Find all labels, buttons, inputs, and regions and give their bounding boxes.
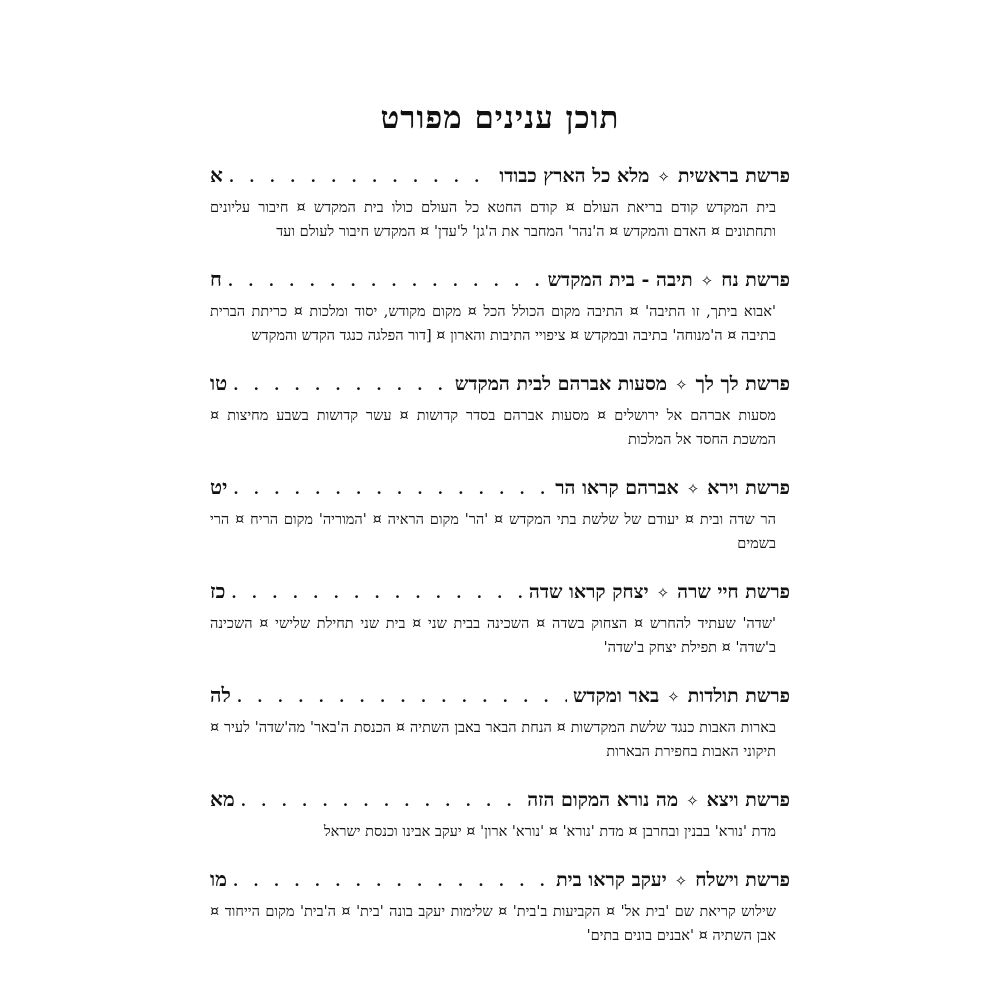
page-title: תוכן ענינים מפורט: [380, 100, 620, 136]
toc-entry-heading: [210, 162, 790, 190]
parasha-name: פרשת תולדות: [687, 685, 790, 707]
toc-entry-heading: [210, 786, 790, 814]
page-number: א: [210, 163, 223, 187]
parasha-name: פרשת וירא: [707, 477, 790, 499]
entry-description: שילוש קריאת שם 'בית אל' ¤ הקביעות ב'בית' ¤ שלימות יעקב בונה 'בית' ¤ ה'בית' מקום הייחוד ¤ אבן השתיה ¤ 'אבנים בונים בתים': [210, 904, 776, 944]
toc-entry-heading: [210, 474, 790, 502]
toc-entry-heading: [210, 682, 790, 710]
toc-entry-chayei-sarah: [210, 578, 790, 660]
topic-title: תיבה - בית המקדש: [547, 269, 693, 291]
star-separator-icon: ✧: [656, 584, 670, 602]
topic-title: מסעות אברהם לבית המקדש: [454, 373, 668, 395]
parasha-name: פרשת ויצא: [706, 789, 790, 811]
star-separator-icon: ✧: [686, 480, 700, 498]
star-separator-icon: ✧: [674, 872, 688, 890]
entry-description: בארות האבות כנגד שלשת המקדשות ¤ הנחת הבאר באבן השתיה ¤ הכנסת ה'באר' מה'שדה' לעיר ¤ תיקוני האבות בחפירת הבארות: [210, 720, 776, 760]
parasha-name: פרשת בראשית: [677, 165, 790, 187]
topic-title: מה נורא המקום הזה: [527, 789, 679, 811]
topic-title: באר ומקדש: [572, 685, 660, 707]
page-number: טו: [210, 371, 228, 395]
toc-entry-heading: [210, 578, 790, 606]
page-number: ח: [210, 267, 222, 291]
toc-entry-bereshit: [210, 162, 790, 244]
toc-entry-lech-lecha: [210, 370, 790, 452]
toc-entry-vayishlach: [210, 866, 790, 948]
toc-entry-vayetze: [210, 786, 790, 844]
toc-entry-heading: [210, 866, 790, 894]
star-separator-icon: ✧: [686, 792, 699, 810]
entry-description: מסעות אברהם אל ירושלים ¤ מסעות אברהם בסדר קדושות ¤ עשר קדושות בשבע מחיצות ¤ המשכת החסד אל המלכות: [210, 408, 776, 448]
entry-description: 'אבוא ביתך, זו התיבה' ¤ התיבה מקום הכולל הכל ¤ מקום מקודש, יסוד ומלכות ¤ כריתת הברית בתיבה ¤ ה'מנוחה' בתיבה ובמקדש ¤ ציפויי התיבות והארון ¤ [דור הפלגה כנגד הקדש והמקדש: [210, 304, 776, 344]
topic-title: אברהם קראו הר: [555, 477, 679, 499]
page-number: כז: [210, 579, 226, 603]
page-number: יט: [210, 475, 228, 499]
topic-title: יצחק קראו שדה: [528, 581, 649, 603]
dot-leader: [241, 788, 522, 814]
page-number: מו: [210, 867, 227, 891]
page-number: מא: [210, 787, 235, 811]
entry-description: בית המקדש קודם בריאת העולם ¤ קודם החטא כל העולם כולו בית המקדש ¤ חיבור עליונים ותחתונים ¤ האדם והמקדש ¤ ה'נהר' המחבר את ה'גן' ל'עדן' ¤ המקדש חיבור לעולם ועד: [210, 200, 776, 240]
page-number: לה: [210, 683, 231, 707]
toc-entry-vayera: [210, 474, 790, 556]
star-separator-icon: ✧: [667, 688, 680, 706]
entry-description: הר שדה ובית ¤ יעודם של שלשת בתי המקדש ¤ 'הר' מקום הראיה ¤ 'המוריה' מקום הריח ¤ הרי בשמים: [210, 512, 776, 552]
entry-description: מדת 'נורא' בבנין ובחרבן ¤ מדת 'נורא' ¤ 'נורא' ארון' ¤ יעקב אבינו וכנסת ישראל: [323, 824, 776, 840]
toc-list: [210, 162, 790, 970]
star-separator-icon: ✧: [700, 272, 714, 290]
star-separator-icon: ✧: [657, 168, 670, 186]
dot-leader: [229, 164, 493, 190]
star-separator-icon: ✧: [675, 376, 688, 394]
dot-leader: [233, 372, 449, 398]
dot-leader: [233, 476, 549, 502]
dot-leader: [228, 268, 542, 294]
parasha-name: פרשת חיי שרה: [677, 581, 790, 603]
topic-title: יעקב קראו בית: [556, 869, 667, 891]
parasha-name: פרשת וישלח: [695, 869, 790, 891]
parasha-name: פרשת נח: [721, 269, 790, 291]
entry-description: 'שדה' שעתיד להחרש ¤ הצחוק בשדה ¤ השכינה בבית שני ¤ בית שני תחילת שלישי ¤ השכינה ב'שדה' ¤ תפילת יצחק ב'שדה': [210, 616, 776, 656]
topic-title: מלא כל הארץ כבודו: [499, 165, 650, 187]
toc-entry-heading: [210, 370, 790, 398]
toc-entry-toldot: [210, 682, 790, 764]
dot-leader: [237, 684, 567, 710]
dot-leader: [231, 580, 523, 606]
dot-leader: [233, 868, 550, 894]
parasha-name: פרשת לך לך: [695, 373, 790, 395]
toc-entry-heading: [210, 266, 790, 294]
toc-entry-noach: [210, 266, 790, 348]
